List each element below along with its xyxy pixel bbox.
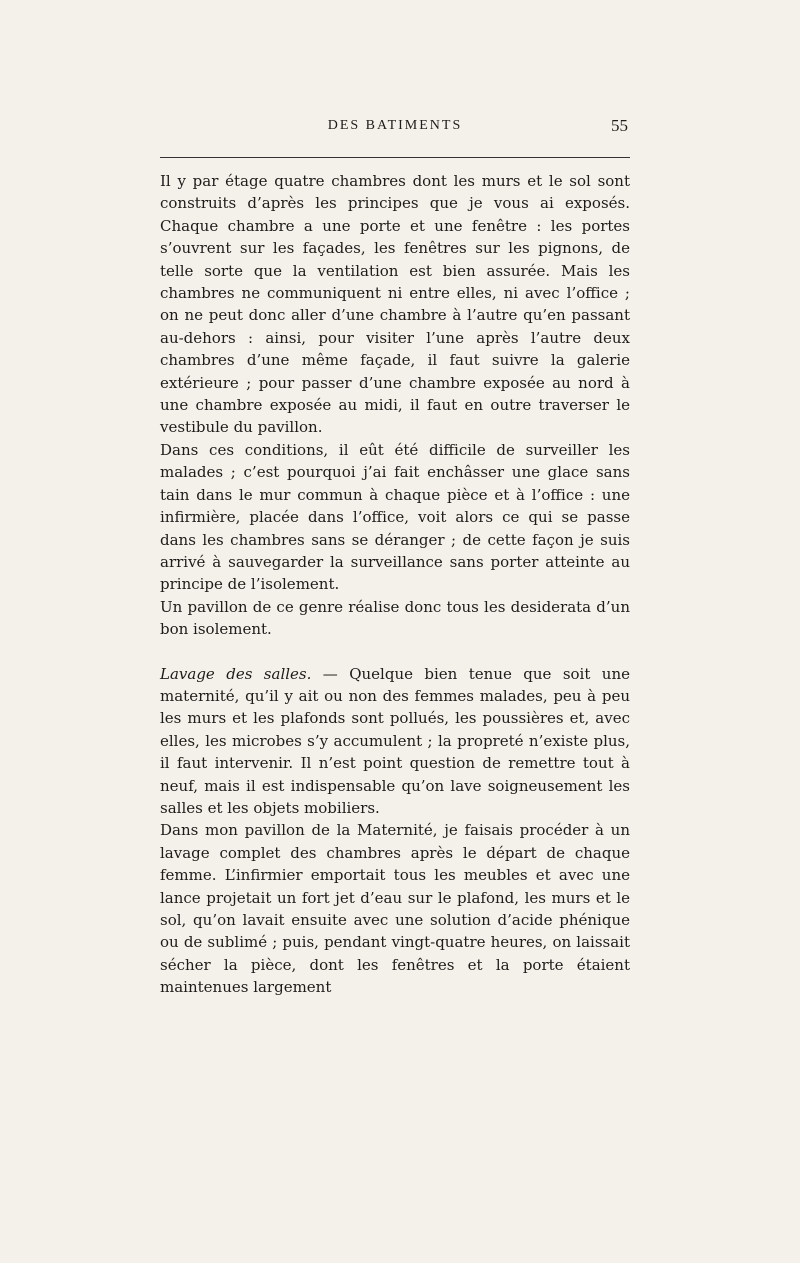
page-number: 55	[611, 116, 628, 135]
paragraph-conclusion: Un pavillon de ce genre réalise donc tous les desiderata d’un bon isolement.	[160, 597, 630, 639]
body-text	[160, 170, 630, 999]
paragraph-rooms: Il y par étage quatre chambres dont les murs et le sol sont construits d’après les principes que je vous ai exposés. Chaque chambre a une porte et une fenêtre : les portes s’ouvrent sur les façades, les fenêtres sur les pignons, de telle sorte que la ventilation est bien assurée. Mais les chambres ne communiquent ni entre elles, ni avec l’office ; on ne peut donc aller d’une chambre à l’autre qu’en passant au-dehors : ainsi, pour visiter l’une après l’autre deux chambres d’une même façade, il faut suivre la galerie extérieure ; pour passer d’une chambre exposée au nord à une chambre exposée au midi, il faut en outre traverser le vestibule du pavillon.	[160, 172, 630, 437]
paragraph-surveillance: Dans ces conditions, il eût été difficile de surveiller les malades ; c’est pourquoi j’ai fait enchâsser une glace sans tain dans le mur commun à chaque pièce et à l’office : une infirmière, placée dans l’office, voit alors ce qui se passe dans les chambres sans se déranger ; de cette façon je suis arrivé à sauvegarder la surveillance sans porter atteinte au principe de l’isolement.	[160, 440, 630, 594]
running-head	[160, 116, 630, 138]
running-title: DES BATIMENTS	[327, 118, 463, 133]
paragraph-lavage	[160, 663, 630, 820]
paragraph-lavage-text: — Quelque bien tenue que soit une maternité, qu’il y ait ou non des femmes malades, peu à peu les murs et les plafonds sont pollués, les poussières et, avec elles, les microbes s’y accumulent ; la propreté n’existe plus, il faut intervenir. Il n’est point question de remettre tout à neuf, mais il est indispensable qu’on lave soigneusement les salles et les objets mobiliers.	[160, 664, 630, 817]
header-rule	[160, 157, 630, 158]
section-title: Lavage des salles.	[160, 664, 312, 683]
paragraph-procedure: Dans mon pavillon de la Maternité, je faisais procéder à un lavage complet des chambres après le départ de chaque femme. L’infirmier emportait tous les meubles et avec une lance projetait un fort jet d’eau sur le plafond, les murs et le sol, qu’on lavait ensuite avec une solution d’acide phénique ou de sublimé ; puis, pendant vingt-quatre heures, on laissait sécher la pièce, dont les fenêtres et la porte étaient maintenues largement	[160, 821, 630, 997]
